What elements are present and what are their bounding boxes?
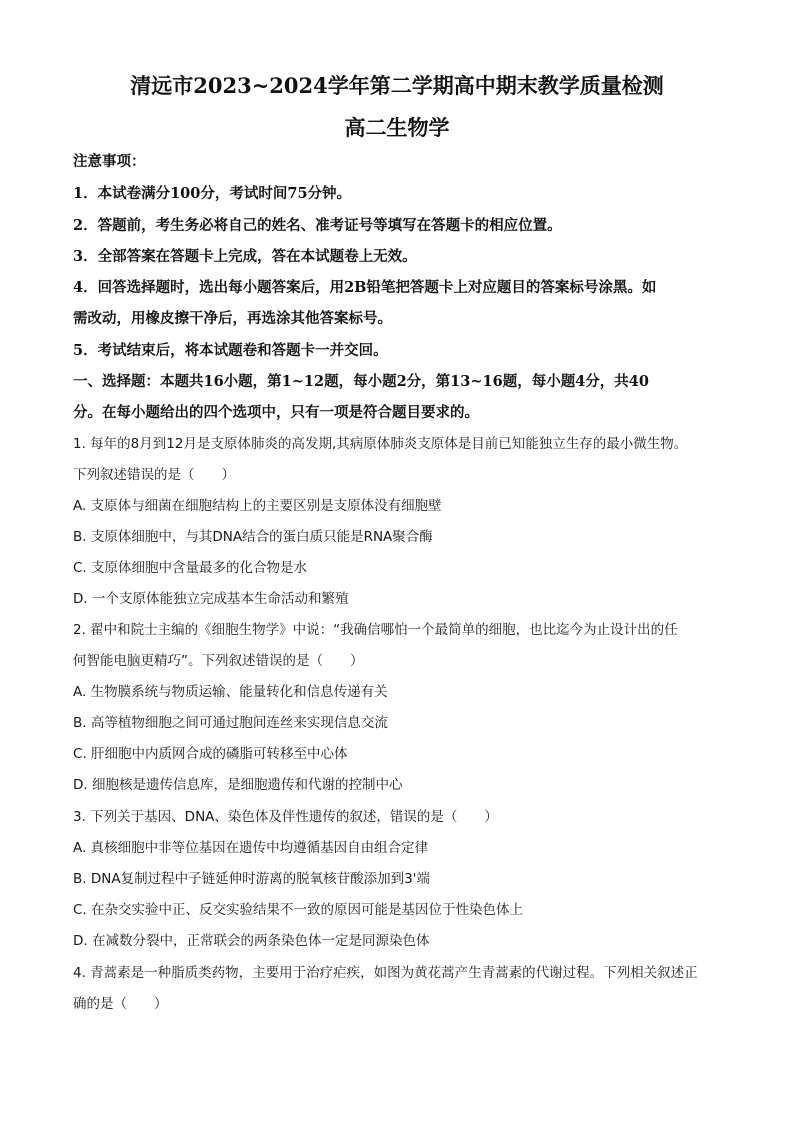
question-stem: 确的是（ ） (73, 996, 168, 1012)
notice-item: 5．考试结束后，将本试题卷和答题卡一并交回。 (73, 342, 388, 359)
question-option: C. 肝细胞中内质网合成的磷脂可转移至中心体 (73, 746, 348, 762)
exam-subject: 高二生物学 (344, 115, 450, 140)
question-stem: 1. 每年的8月到12月是支原体肺炎的高发期,其病原体肺炎支原体是目前已知能独立生存的最小微生物。 (73, 436, 688, 452)
notice-item: 3．全部答案在答题卡上完成，答在本试题卷上无效。 (73, 248, 417, 265)
question-stem: 3. 下列关于基因、DNA、染色体及伴性遗传的叙述，错误的是（ ） (73, 809, 498, 825)
question-stem: 4. 青蒿素是一种脂质类药物，主要用于治疗疟疾，如图为黄花蒿产生青蒿素的代谢过程。下列相关叙述正 (73, 965, 698, 981)
question-option: D. 在减数分裂中，正常联会的两条染色体一定是同源染色体 (73, 933, 430, 949)
question-option: C. 在杂交实验中正、反交实验结果不一致的原因可能是基因位于性染色体上 (73, 902, 524, 918)
question-option: B. DNA复制过程中子链延伸时游离的脱氧核苷酸添加到3'端 (73, 871, 430, 887)
question-stem: 何智能电脑更精巧”。下列叙述错误的是（ ） (73, 653, 364, 669)
question-option: A. 支原体与细菌在细胞结构上的主要区别是支原体没有细胞壁 (73, 498, 442, 514)
notice-item: 4．回答选择题时，选出每小题答案后，用2B铅笔把答题卡上对应题目的答案标号涂黑。如 (73, 279, 657, 296)
question-option: B. 支原体细胞中，与其DNA结合的蛋白质只能是RNA聚合酶 (73, 529, 433, 545)
notice-heading: 注意事项： (73, 153, 146, 170)
question-option: D. 细胞核是遗传信息库，是细胞遗传和代谢的控制中心 (73, 777, 403, 793)
question-option: A. 真核细胞中非等位基因在遗传中均遵循基因自由组合定律 (73, 840, 429, 856)
notice-item: 需改动，用橡皮擦干净后，再选涂其他答案标号。 (73, 310, 392, 327)
exam-title: 清远市2023~2024学年第二学期高中期末教学质量检测 (130, 73, 664, 98)
question-stem: 下列叙述错误的是（ ） (73, 467, 235, 483)
question-option: C. 支原体细胞中含量最多的化合物是水 (73, 560, 308, 576)
question-option: D. 一个支原体能独立完成基本生命活动和繁殖 (73, 591, 349, 607)
notice-item: 2．答题前，考生务必将自己的姓名、准考证号等填写在答题卡的相应位置。 (73, 217, 562, 234)
section-heading-cont: 分。在每小题给出的四个选项中，只有一项是符合题目要求的。 (73, 404, 479, 421)
question-option: A. 生物膜系统与物质运输、能量转化和信息传递有关 (73, 684, 388, 700)
question-option: B. 高等植物细胞之间可通过胞间连丝来实现信息交流 (73, 715, 388, 731)
section-heading: 一、选择题：本题共16小题，第1~12题，每小题2分，第13~16题，每小题4分，共40 (73, 373, 649, 390)
notice-item: 1．本试卷满分100分，考试时间75分钟。 (73, 185, 352, 202)
question-stem: 2. 翟中和院士主编的《细胞生物学》中说：“我确信哪怕一个最简单的细胞，也比迄今为止设计出的任 (73, 622, 678, 638)
